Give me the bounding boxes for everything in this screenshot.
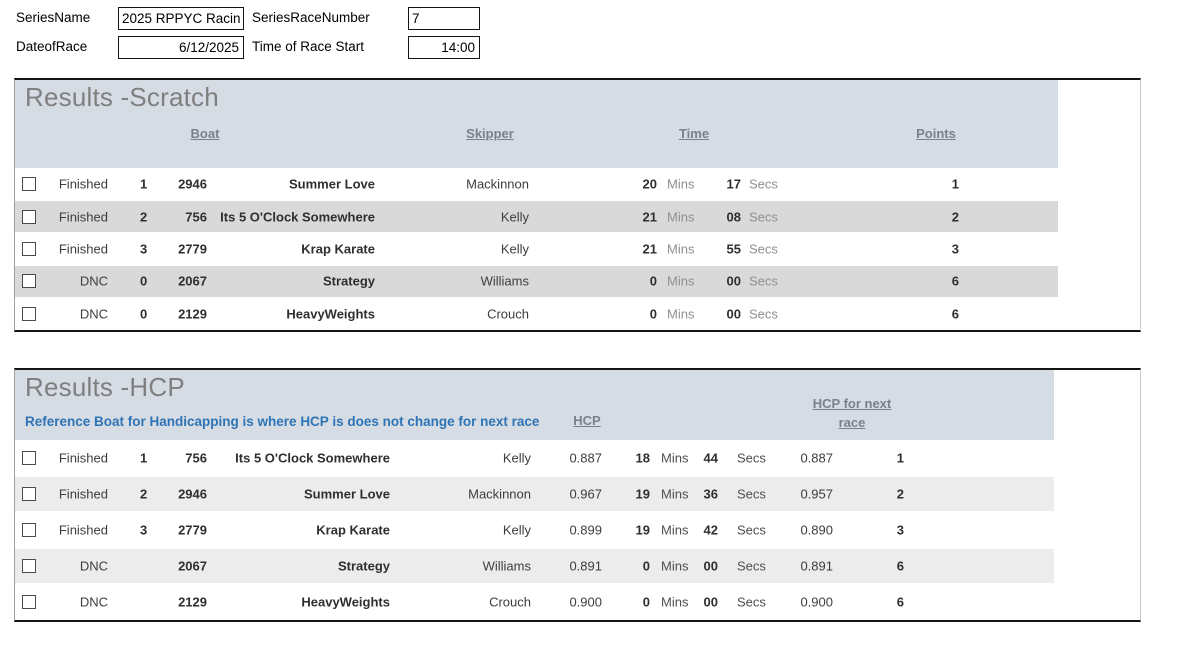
place-cell: 2 bbox=[140, 486, 148, 502]
points-cell: 3 bbox=[951, 241, 959, 257]
row-checkbox[interactable] bbox=[22, 307, 36, 321]
hcp-next-cell: 0.887 bbox=[800, 450, 833, 466]
boat-name-cell: Summer Love bbox=[289, 176, 375, 192]
minutes-cell: 20 bbox=[642, 176, 657, 192]
seconds-cell: 00 bbox=[703, 558, 718, 574]
skipper-cell: Kelly bbox=[502, 522, 531, 538]
date-of-race-field[interactable]: 6/12/2025 bbox=[118, 36, 244, 59]
secs-label: Secs bbox=[749, 176, 778, 192]
place-cell: 0 bbox=[140, 306, 148, 322]
seconds-cell: 55 bbox=[726, 241, 741, 257]
skipper-cell: Crouch bbox=[489, 594, 531, 610]
mins-label: Mins bbox=[667, 306, 695, 322]
minutes-cell: 0 bbox=[642, 594, 650, 610]
row-checkbox[interactable] bbox=[22, 523, 36, 537]
place-cell: 2 bbox=[140, 209, 148, 225]
place-cell: 3 bbox=[140, 522, 148, 538]
status-cell: Finished bbox=[58, 522, 108, 538]
hcp-cell: 0.967 bbox=[569, 486, 602, 502]
skipper-cell: Kelly bbox=[500, 209, 529, 225]
skipper-cell: Williams bbox=[482, 558, 531, 574]
sail-number-cell: 2779 bbox=[178, 522, 207, 538]
boat-name-cell: Krap Karate bbox=[316, 522, 390, 538]
seconds-cell: 00 bbox=[726, 273, 741, 289]
points-column-header[interactable]: Points bbox=[916, 126, 956, 141]
seconds-cell: 42 bbox=[703, 522, 718, 538]
points-cell: 6 bbox=[896, 594, 904, 610]
seconds-cell: 00 bbox=[726, 306, 741, 322]
minutes-cell: 0 bbox=[649, 306, 657, 322]
hcp-next-header-line1: HCP for next bbox=[812, 396, 892, 411]
result-row bbox=[15, 512, 1140, 548]
sail-number-cell: 2946 bbox=[178, 176, 207, 192]
scratch-rows bbox=[15, 168, 1140, 330]
skipper-cell: Mackinnon bbox=[468, 486, 531, 502]
row-checkbox[interactable] bbox=[22, 451, 36, 465]
minutes-cell: 0 bbox=[649, 273, 657, 289]
mins-label: Mins bbox=[661, 450, 689, 466]
points-cell: 2 bbox=[951, 209, 959, 225]
boat-name-cell: Strategy bbox=[322, 273, 375, 289]
hcp-column-header[interactable]: HCP bbox=[573, 413, 601, 428]
seconds-cell: 00 bbox=[703, 594, 718, 610]
points-cell: 2 bbox=[896, 486, 904, 502]
mins-label: Mins bbox=[661, 522, 689, 538]
time-of-race-start-field[interactable]: 14:00 bbox=[408, 36, 480, 59]
row-checkbox[interactable] bbox=[22, 210, 36, 224]
result-row bbox=[15, 265, 1140, 297]
status-cell: Finished bbox=[58, 486, 108, 502]
place-cell: 0 bbox=[140, 273, 148, 289]
mins-label: Mins bbox=[661, 594, 689, 610]
time-of-race-start-label: Time of Race Start bbox=[252, 39, 365, 54]
seconds-cell: 08 bbox=[726, 209, 741, 225]
series-name-field[interactable]: 2025 RPPYC Racin bbox=[118, 7, 244, 30]
minutes-cell: 21 bbox=[642, 241, 657, 257]
boat-name-cell: HeavyWeights bbox=[286, 306, 375, 322]
status-cell: Finished bbox=[58, 209, 108, 225]
status-cell: DNC bbox=[79, 558, 108, 574]
secs-label: Secs bbox=[737, 486, 766, 502]
secs-label: Secs bbox=[737, 594, 766, 610]
status-cell: DNC bbox=[79, 306, 108, 322]
boat-name-cell: Its 5 O'Clock Somewhere bbox=[235, 450, 390, 466]
boat-name-cell: Its 5 O'Clock Somewhere bbox=[220, 209, 375, 225]
sail-number-cell: 2067 bbox=[178, 558, 207, 574]
hcp-next-cell: 0.891 bbox=[800, 558, 833, 574]
minutes-cell: 0 bbox=[642, 558, 650, 574]
points-cell: 1 bbox=[896, 450, 904, 466]
time-column-header[interactable]: Time bbox=[678, 126, 710, 141]
hcp-next-cell: 0.890 bbox=[800, 522, 833, 538]
results-scratch-section bbox=[14, 78, 1141, 332]
mins-label: Mins bbox=[667, 273, 695, 289]
row-checkbox[interactable] bbox=[22, 274, 36, 288]
skipper-cell: Kelly bbox=[502, 450, 531, 466]
place-cell: 1 bbox=[140, 176, 148, 192]
row-checkbox[interactable] bbox=[22, 595, 36, 609]
secs-label: Secs bbox=[737, 558, 766, 574]
row-checkbox[interactable] bbox=[22, 242, 36, 256]
sail-number-cell: 2779 bbox=[178, 241, 207, 257]
mins-label: Mins bbox=[661, 486, 689, 502]
mins-label: Mins bbox=[667, 241, 695, 257]
place-cell: 3 bbox=[140, 241, 148, 257]
boat-name-cell: HeavyWeights bbox=[301, 594, 390, 610]
hcp-cell: 0.900 bbox=[569, 594, 602, 610]
points-cell: 6 bbox=[951, 306, 959, 322]
row-checkbox[interactable] bbox=[22, 177, 36, 191]
points-cell: 6 bbox=[951, 273, 959, 289]
secs-label: Secs bbox=[749, 241, 778, 257]
status-cell: Finished bbox=[58, 450, 108, 466]
result-row bbox=[15, 200, 1140, 232]
series-name-label: SeriesName bbox=[16, 10, 91, 25]
sail-number-cell: 2946 bbox=[178, 486, 207, 502]
boat-name-cell: Summer Love bbox=[304, 486, 390, 502]
boat-name-cell: Strategy bbox=[337, 558, 390, 574]
minutes-cell: 21 bbox=[642, 209, 657, 225]
secs-label: Secs bbox=[737, 522, 766, 538]
points-cell: 1 bbox=[951, 176, 959, 192]
result-row bbox=[15, 440, 1140, 476]
mins-label: Mins bbox=[667, 209, 695, 225]
result-row bbox=[15, 548, 1140, 584]
scratch-title: Results -Scratch bbox=[25, 82, 219, 112]
mins-label: Mins bbox=[667, 176, 695, 192]
sail-number-cell: 2129 bbox=[178, 306, 207, 322]
hcp-next-cell: 0.957 bbox=[800, 486, 833, 502]
hcp-rows bbox=[15, 440, 1140, 620]
results-hcp-section bbox=[14, 368, 1141, 622]
hcp-next-header-line2: race bbox=[838, 415, 866, 430]
result-row bbox=[15, 233, 1140, 265]
hcp-title: Results -HCP bbox=[25, 372, 185, 402]
skipper-cell: Mackinnon bbox=[466, 176, 529, 192]
sail-number-cell: 756 bbox=[185, 450, 207, 466]
points-cell: 3 bbox=[896, 522, 904, 538]
boat-name-cell: Krap Karate bbox=[301, 241, 375, 257]
row-checkbox[interactable] bbox=[22, 487, 36, 501]
skipper-cell: Williams bbox=[480, 273, 529, 289]
hcp-cell: 0.887 bbox=[569, 450, 602, 466]
skipper-cell: Kelly bbox=[500, 241, 529, 257]
result-row bbox=[15, 584, 1140, 620]
secs-label: Secs bbox=[749, 273, 778, 289]
seconds-cell: 17 bbox=[726, 176, 741, 192]
result-row bbox=[15, 476, 1140, 512]
minutes-cell: 19 bbox=[635, 522, 650, 538]
status-cell: DNC bbox=[79, 273, 108, 289]
status-cell: DNC bbox=[79, 594, 108, 610]
minutes-cell: 19 bbox=[635, 486, 650, 502]
mins-label: Mins bbox=[661, 558, 689, 574]
status-cell: Finished bbox=[58, 176, 108, 192]
series-race-number-label: SeriesRaceNumber bbox=[252, 10, 370, 25]
skipper-cell: Crouch bbox=[487, 306, 529, 322]
points-cell: 6 bbox=[896, 558, 904, 574]
sail-number-cell: 756 bbox=[185, 209, 207, 225]
sail-number-cell: 2129 bbox=[178, 594, 207, 610]
date-of-race-label: DateofRace bbox=[16, 39, 88, 54]
hcp-next-column-header[interactable] bbox=[787, 394, 917, 432]
seconds-cell: 44 bbox=[703, 450, 718, 466]
sail-number-cell: 2067 bbox=[178, 273, 207, 289]
hcp-cell: 0.899 bbox=[569, 522, 602, 538]
result-row bbox=[15, 168, 1140, 200]
boat-column-header[interactable]: Boat bbox=[190, 126, 220, 141]
secs-label: Secs bbox=[737, 450, 766, 466]
minutes-cell: 18 bbox=[635, 450, 650, 466]
series-race-number-field[interactable]: 7 bbox=[408, 7, 480, 30]
place-cell: 1 bbox=[140, 450, 148, 466]
secs-label: Secs bbox=[749, 306, 778, 322]
handicap-reference-note: Reference Boat for Handicapping is where HCP is does not change for next race bbox=[25, 414, 540, 429]
result-row bbox=[15, 298, 1140, 330]
hcp-next-cell: 0.900 bbox=[800, 594, 833, 610]
secs-label: Secs bbox=[749, 209, 778, 225]
seconds-cell: 36 bbox=[703, 486, 718, 502]
hcp-cell: 0.891 bbox=[569, 558, 602, 574]
status-cell: Finished bbox=[58, 241, 108, 257]
row-checkbox[interactable] bbox=[22, 559, 36, 573]
skipper-column-header[interactable]: Skipper bbox=[466, 126, 514, 141]
